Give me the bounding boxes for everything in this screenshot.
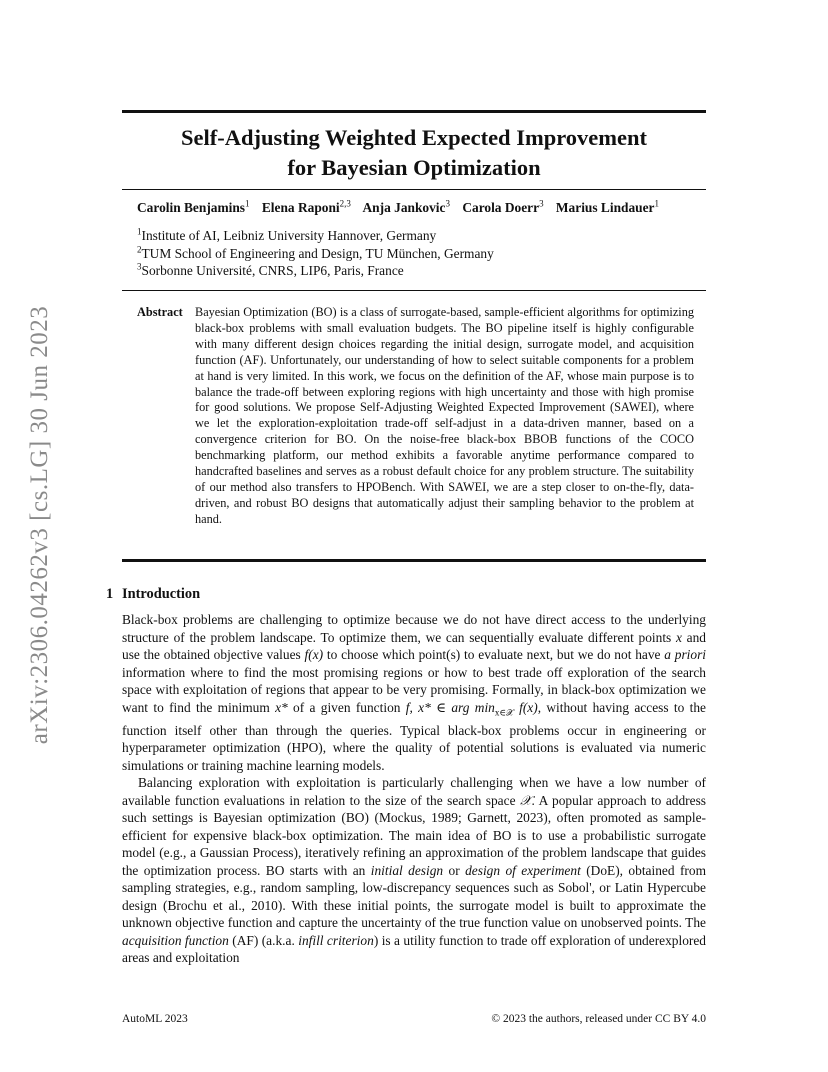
footer-license: © 2023 the authors, released under CC BY 4.0 [491,1013,706,1025]
abstract [137,305,694,528]
author-list [137,200,668,216]
section-heading [106,586,200,603]
abstract-bottom-rule [122,559,706,562]
arxiv-stamp: arXiv:2306.04262v3 [cs.LG] 30 Jun 2023 [26,305,53,745]
top-rule [122,110,706,113]
author: Carolin Benjamins$^1$ [137,198,250,215]
intro-body [122,611,706,967]
author: Elena Raponi$^{2,3}$ [261,198,351,215]
paper-title [122,123,706,183]
paragraph: Black-box problems are challenging to optimize because we do not have direct access to the underlying structure of the problem landscape. To optimize them, we can sequentially evaluate different points x and use the obtained objective values f(x) to choose which point(s) to evaluate next, but we do not have a priori information where to find the most promising regions or how to best trade off exploration of the search space with exploitation of regions that appear to be very promising. Formally, in black-box optimization we want to find the minimum x* of a given function f, x* ∈ arg $\min_{x\in 𝒳} f(x)$, without having access to the function itself other than through the queries. Typical black-box problems occur in engineering or hyperparameter optimization (HPO), where the quality of potential solutions is evaluated via numeric simulations or training machine learning models. [122,612,707,773]
footer-venue: AutoML 2023 [122,1013,188,1025]
abstract-text: Bayesian Optimization (BO) is a class of surrogate-based, sample-efficient algorithms for optimizing black-box problems with small evaluation budgets. The BO pipeline itself is highly configurable with many different design choices regarding the initial design, surrogate model, and acquisition function (AF). Unfortunately, our understanding of how to select suitable components for a problem at hand is very limited. In this work, we focus on the definition of the AF, whose main purpose is to balance the trade-off between exploring regions with high uncertainty and those with high promise for good solutions. We propose Self-Adjusting Weighted Expected Improvement (SAWEI), where we let the exploration-exploitation trade-off self-adjust in a data-driven manner, based on a convergence criterion for BO. On the noise-free black-box BBOB functions of the COCO benchmarking platform, our method exhibits a favorable anytime performance compared to handcrafted baselines and serves as a robust default choice for any problem structure. The suitability of our method also transfers to HPOBench. With SAWEI, we are a step closer to on-the-fly, data-driven, and robust BO designs that automatically adjust their sampling behavior to the problem at hand. [195,305,694,526]
abstract-top-rule [122,290,706,291]
affiliation-list [137,227,494,280]
section-title: Introduction [122,586,201,602]
affiliation: $^1$Institute of AI, Leibniz University Hannover, Germany [137,226,437,243]
title-line-2: for Bayesian Optimization [287,155,541,180]
title-line-1: Self-Adjusting Weighted Expected Improvement [180,125,648,150]
author: Carola Doerr$^3$ [462,198,544,215]
author: Anja Jankovic$^3$ [362,198,450,215]
affiliation: $^2$TUM School of Engineering and Design, TU München, Germany [137,244,494,261]
section-number: 1 [106,586,114,602]
abstract-label: Abstract [137,305,183,319]
author: Marius Lindauer$^1$ [555,198,660,215]
paragraph: Balancing exploration with exploitation is particularly challenging when we have a low number of available function evaluations in relation to the size of the search space 𝒳. A popular approach to address such settings is Bayesian optimization (BO) (Mockus, 1989; Garnett, 2023), often promoted as sample-efficient for expensive black-box optimization. The main idea of BO is to use a probabilistic surrogate model (e.g., a Gaussian Process), iteratively refining an approximation of the problem landscape that guides the optimization process. BO starts with an initial design or design of experiment (DoE), obtained from sampling strategies, e.g., random sampling, low-discrepancy sequences such as Sobol', or Latin Hypercube design (Brochu et al., 2010). With these initial points, the surrogate model is built to approximate the unknown objective function and capture the uncertainty of the true function value on unobserved points. The acquisition function (AF) (a.k.a. infill criterion) is a utility function to trade off exploration of underexplored areas and exploitation [122,775,707,966]
affiliation: $^3$Sorbonne Université, CNRS, LIP6, Paris, France [137,261,404,278]
title-rule [122,189,706,190]
